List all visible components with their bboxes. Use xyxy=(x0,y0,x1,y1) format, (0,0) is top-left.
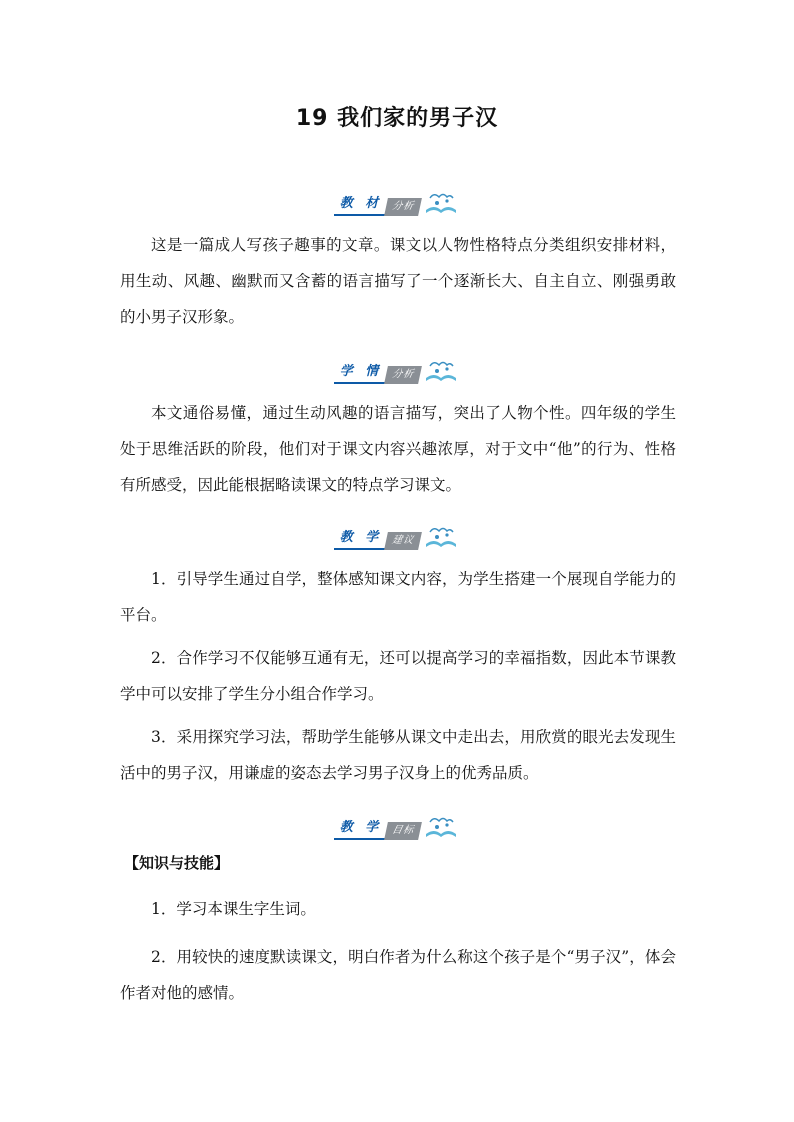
book-ornament-icon xyxy=(422,814,460,840)
list-item: 2．用较快的速度默读课文，明白作者为什么称这个孩子是个“男子汉”，体会作者对他的感情。 xyxy=(120,948,676,1002)
section-banner-student-analysis xyxy=(0,358,794,384)
subheading-knowledge-skills: 【知识与技能】 xyxy=(124,854,230,872)
book-ornament-icon xyxy=(422,358,460,384)
section-banner-textbook-analysis xyxy=(0,190,794,216)
banner-main-label: 学 情 xyxy=(334,363,387,384)
section-banner-teaching-goals xyxy=(0,814,794,840)
paragraph-student-analysis: 本文通俗易懂，通过生动风趣的语言描写，突出了人物个性。四年级的学生处于思维活跃的阶段，他们对于课文内容兴趣浓厚，对于文中“他”的行为、性格有所感受，因此能根据略读课文的特点学习课文。 xyxy=(120,404,676,494)
book-ornament-icon xyxy=(422,524,460,550)
banner-sub-label: 分析 xyxy=(384,198,422,216)
list-item: 3．采用探究学习法，帮助学生能够从课文中走出去，用欣赏的眼光去发现生活中的男子汉，用谦虚的姿态去学习男子汉身上的优秀品质。 xyxy=(120,728,676,782)
banner-main-label: 教 学 xyxy=(334,819,387,840)
banner-main-label: 教 学 xyxy=(334,529,387,550)
banner-sub-label: 建议 xyxy=(384,532,422,550)
list-item: 1．引导学生通过自学，整体感知课文内容，为学生搭建一个展现自学能力的平台。 xyxy=(120,570,676,624)
section-banner-teaching-suggestions xyxy=(0,524,794,550)
list-item: 1．学习本课生字生词。 xyxy=(151,900,316,918)
banner-sub-label: 目标 xyxy=(384,822,422,840)
paragraph-textbook-analysis: 这是一篇成人写孩子趣事的文章。课文以人物性格特点分类组织安排材料，用生动、风趣、幽默而又含蓄的语言描写了一个逐渐长大、自主自立、刚强勇敢的小男子汉形象。 xyxy=(120,236,676,326)
banner-sub-label: 分析 xyxy=(384,366,422,384)
book-ornament-icon xyxy=(422,190,460,216)
banner-main-label: 教 材 xyxy=(334,195,387,216)
list-item: 2．合作学习不仅能够互通有无，还可以提高学习的幸福指数，因此本节课教学中可以安排了学生分小组合作学习。 xyxy=(120,649,676,703)
page-title: 19 我们家的男子汉 xyxy=(295,106,499,131)
